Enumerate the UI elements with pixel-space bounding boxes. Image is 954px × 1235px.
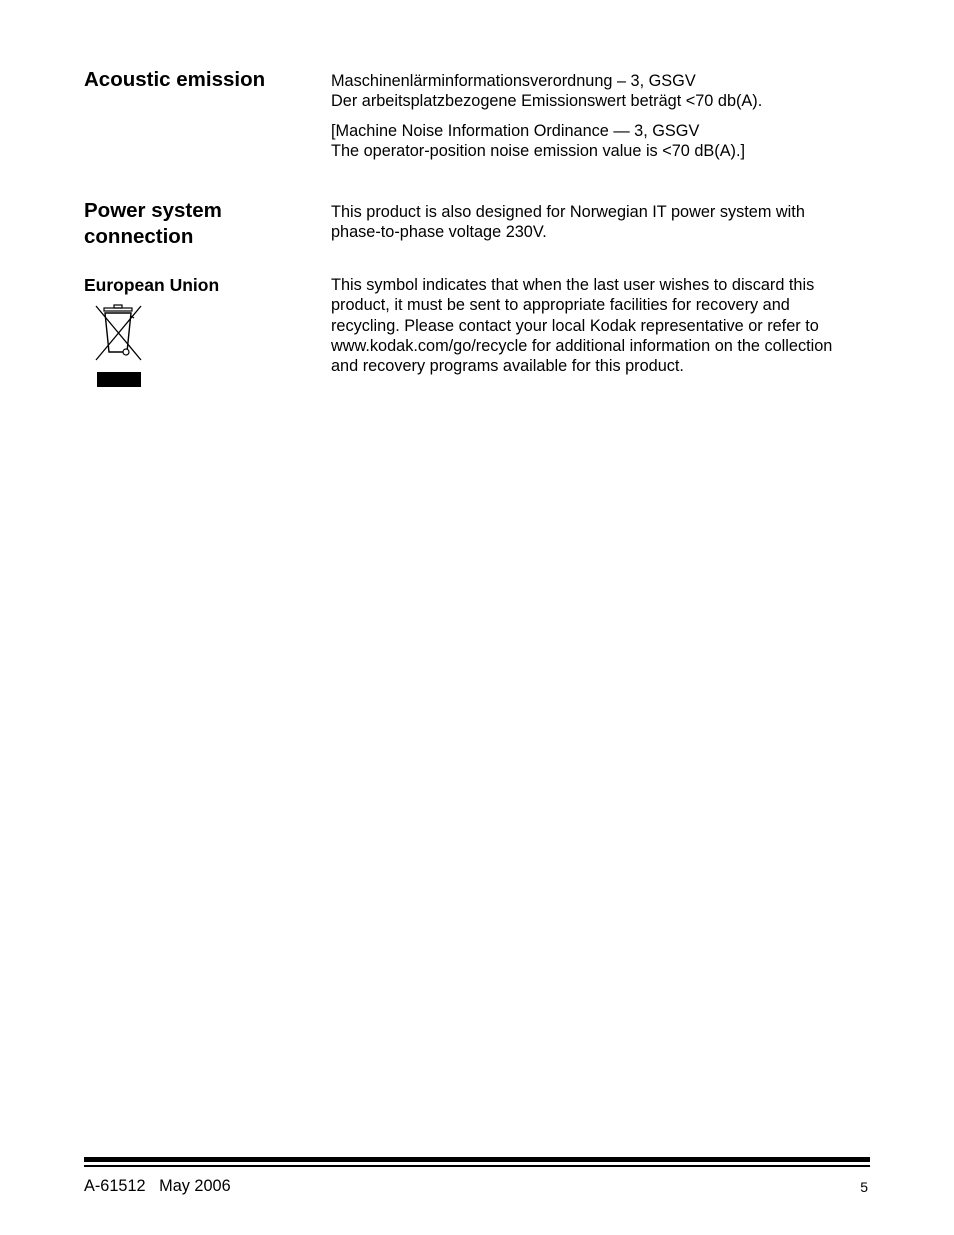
acoustic-emission-heading: Acoustic emission — [84, 68, 266, 91]
heading-line: connection — [84, 225, 194, 248]
acoustic-english-paragraph — [331, 121, 876, 162]
text-line: and recovery programs available for this product. — [331, 357, 684, 376]
power-system-paragraph — [331, 202, 876, 243]
text-line: recycling. Please contact your local Kodak representative or refer to — [331, 316, 819, 335]
power-system-heading — [84, 198, 222, 250]
footer-rule-thick — [84, 1157, 870, 1162]
footer-date: May 2006 — [159, 1177, 231, 1195]
acoustic-german-paragraph — [331, 71, 876, 112]
crossed-out-wheeled-bin-icon — [92, 302, 144, 390]
european-union-heading: European Union — [84, 275, 220, 295]
page-number: 5 — [860, 1179, 868, 1195]
european-union-paragraph — [331, 275, 876, 376]
text-line: phase-to-phase voltage 230V. — [331, 223, 547, 242]
text-line: This symbol indicates that when the last user wishes to discard this — [331, 276, 815, 294]
text-line: Maschinenlärminformationsverordnung – 3, GSGV — [331, 72, 696, 90]
text-line: www.kodak.com/go/recycle for additional information on the collection — [331, 336, 833, 355]
heading-line: Power system — [84, 199, 222, 222]
footer-doc-info — [84, 1176, 231, 1196]
text-line: Der arbeitsplatzbezogene Emissionswert beträgt <70 db(A). — [331, 92, 763, 111]
footer-rule-thin — [84, 1165, 870, 1167]
text-line: product, it must be sent to appropriate facilities for recovery and — [331, 296, 790, 315]
text-line: [Machine Noise Information Ordinance — 3, GSGV — [331, 122, 700, 140]
text-line: This product is also designed for Norwegian IT power system with — [331, 203, 805, 221]
text-line: The operator-position noise emission value is <70 dB(A).] — [331, 142, 746, 161]
footer-doc-id: A-61512 — [84, 1177, 146, 1195]
